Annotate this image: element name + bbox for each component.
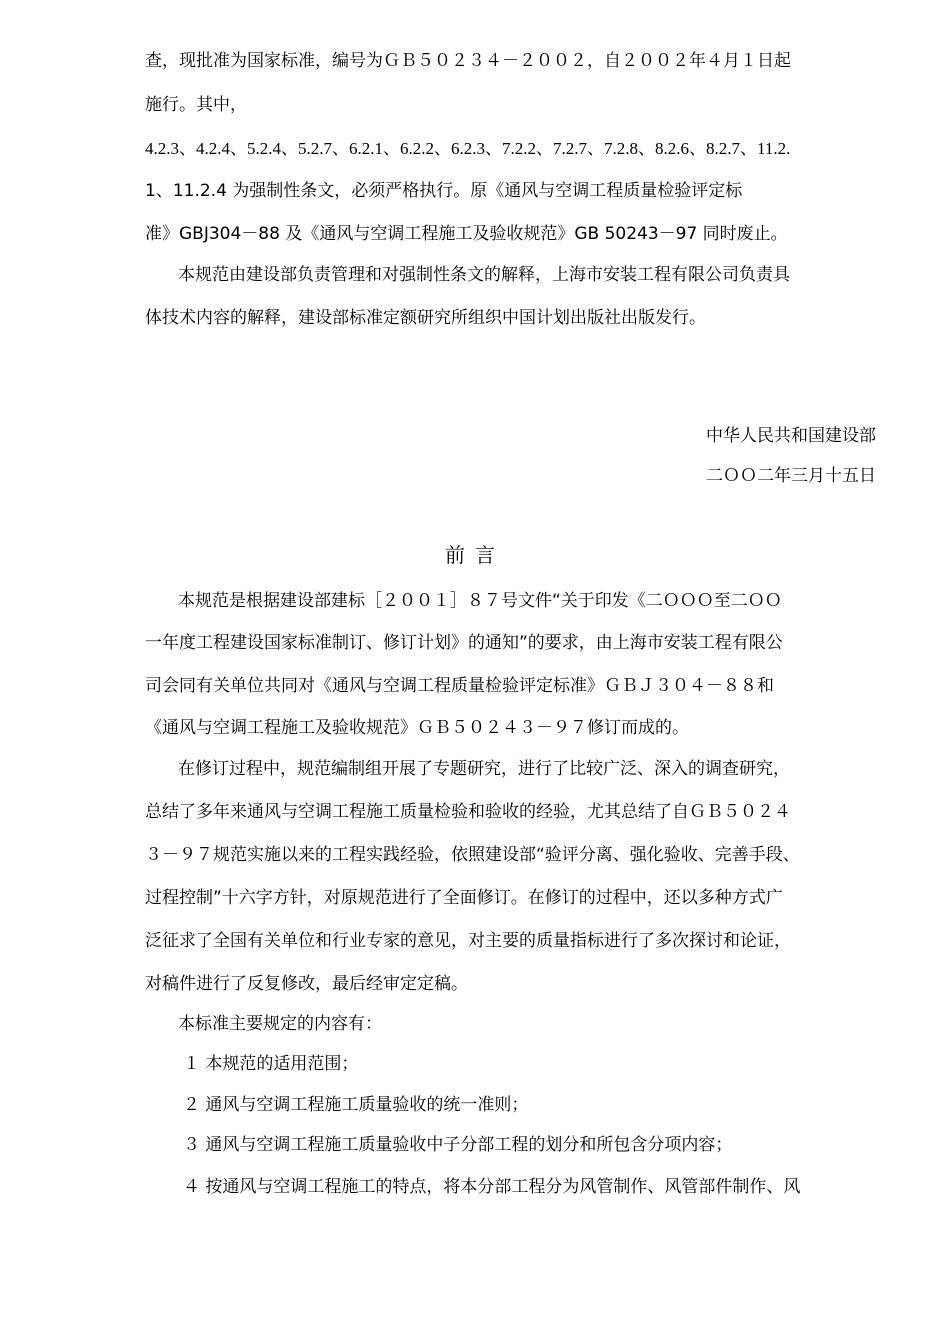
preface-list-item-1: １ 本规范的适用范围； [183,1054,359,1074]
preface-line-10: 对稿件进行了反复修改，最后经审定定稿。 [145,974,468,994]
preface-list-item-4: ４ 按通风与空调工程施工的特点，将本分部工程分为风管制作、风管部件制作、风 [183,1177,801,1197]
preface-line-9: 泛征求了全国有关单位和行业专家的意见，对主要的质量指标进行了多次探讨和论证， [145,931,791,951]
preface-list-item-3: ３ 通风与空调工程施工质量验收中子分部工程的划分和所包含分项内容； [183,1135,733,1155]
intro-line-7: 体技术内容的解释，建设部标准定额研究所组织中国计划出版社出版发行。 [145,308,706,328]
preface-line-4: 《通风与空调工程施工及验收规范》ＧＢ５０２４３－９７修订而成的。 [145,718,689,738]
intro-line-5: 准》GBJ304－88 及《通风与空调工程施工及验收规范》GB 50243－97 同时废止。 [145,224,788,244]
preface-line-3: 司会同有关单位共同对《通风与空调工程质量检验评定标准》ＧＢＪ３０４－８８和 [145,676,774,696]
intro-line-4: 1、11.2.4 为强制性条文，必须严格执行。原《通风与空调工程质量检验评定标 [145,181,743,201]
preface-line-11: 本标准主要规定的内容有： [178,1014,382,1034]
intro-line-6: 本规范由建设部负责管理和对强制性条文的解释，上海市安装工程有限公司负责具 [178,265,790,285]
preface-line-2: 一年度工程建设国家标准制订、修订计划》的通知”的要求，由上海市安装工程有限公 [145,633,783,653]
preface-line-8: 过程控制”十六字方针，对原规范进行了全面修订。在修订的过程中，还以多种方式广 [145,888,783,908]
intro-line-1: 查，现批准为国家标准，编号为ＧＢ５０２３４－２００２，自２００２年４月１日起 [145,51,791,71]
preface-title: 前言 [445,543,505,567]
preface-list-item-2: ２ 通风与空调工程施工质量验收的统一准则； [183,1095,529,1115]
preface-line-1: 本规范是根据建设部建标［２００１］８７号文件“关于印发《二ＯＯＯ至二ＯＯ [178,591,782,611]
issuer-name: 中华人民共和国建设部 [706,426,876,446]
preface-line-5: 在修订过程中，规范编制组开展了专题研究，进行了比较广泛、深入的调查研究， [178,759,790,779]
preface-line-7: ３－９７规范实施以来的工程实践经验，依照建设部“验评分离、强化验收、完善手段、 [145,845,800,865]
intro-line-2: 施行。其中， [145,95,247,115]
intro-line-3: 4.2.3、4.2.4、5.2.4、5.2.7、6.2.1、6.2.2、6.2.3、7.2.2、7.2.7、7.2.8、8.2.6、8.2.7、11.2. [145,139,791,158]
preface-line-6: 总结了多年来通风与空调工程施工质量检验和验收的经验，尤其总结了自ＧＢ５０２４ [145,802,791,822]
issue-date: 二ＯＯ二年三月十五日 [706,466,876,486]
